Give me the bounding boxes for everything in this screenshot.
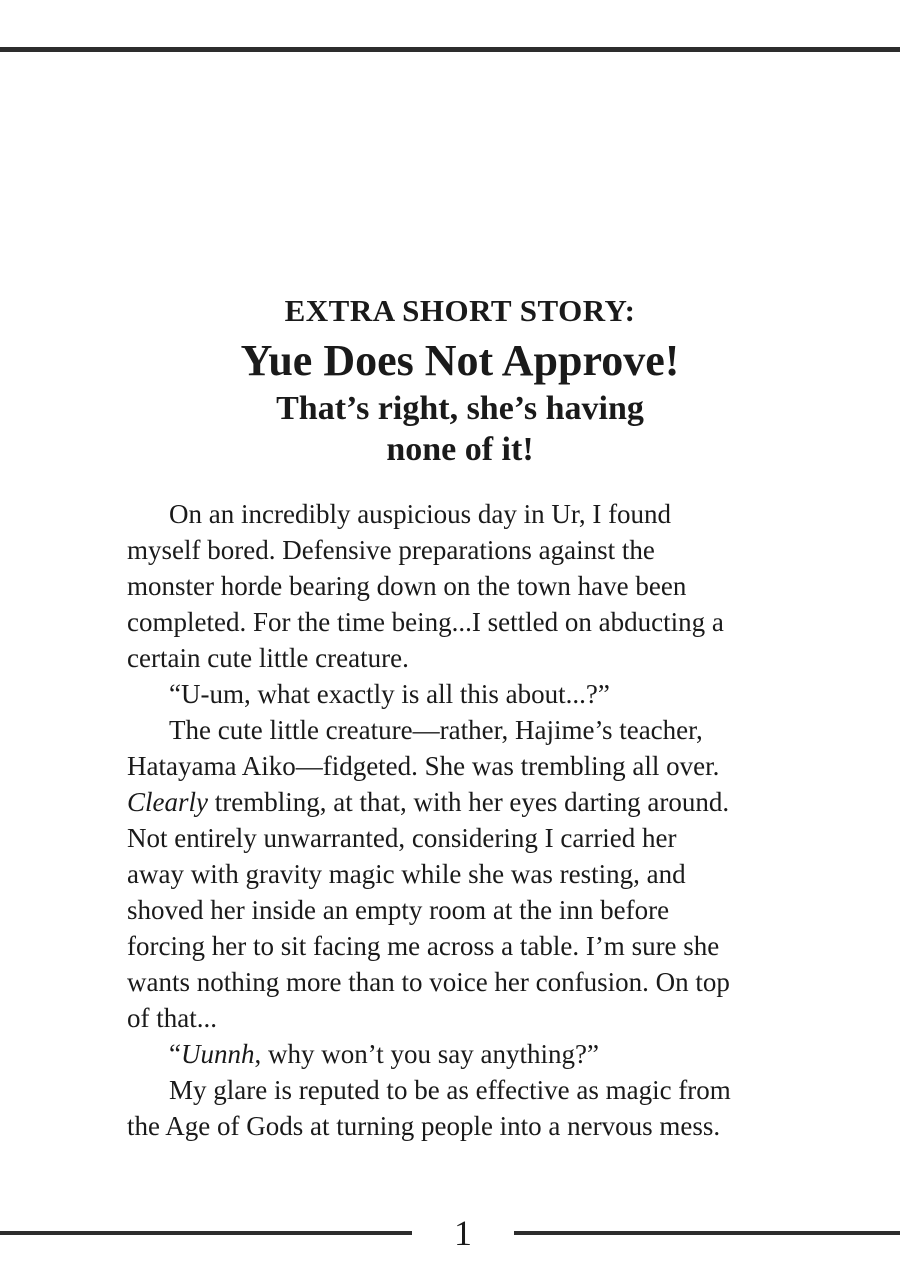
body-line [127, 496, 817, 532]
footer-rule-right [514, 1231, 900, 1235]
body-line [127, 1036, 817, 1072]
body-line [127, 964, 817, 1000]
story-title-block [20, 292, 900, 471]
body-line [127, 784, 817, 820]
story-subtitle-line2: none of it! [386, 431, 534, 469]
body-text-segment: monster horde bearing down on the town have been [127, 571, 687, 601]
body-line [127, 1108, 817, 1144]
body-text-segment: The cute little creature—rather, Hajime’s teacher, [169, 715, 703, 745]
body-text-segment: “ [169, 1039, 181, 1069]
body-line [127, 712, 817, 748]
body-line [127, 856, 817, 892]
top-rule [0, 47, 900, 52]
page-footer [0, 1215, 900, 1251]
story-title: Yue Does Not Approve! [240, 336, 680, 386]
story-body [127, 496, 817, 1144]
footer-rule-left [0, 1231, 412, 1235]
body-text-segment: completed. For the time being...I settled on abducting a [127, 607, 724, 637]
body-line [127, 640, 817, 676]
body-text-segment: shoved her inside an empty room at the inn before [127, 895, 670, 925]
body-text-segment: Not entirely unwarranted, considering I carried her [127, 823, 677, 853]
body-text-italic-segment: Clearly [127, 787, 208, 817]
body-line [127, 892, 817, 928]
body-text-segment: forcing her to sit facing me across a table. I’m sure she [127, 931, 720, 961]
body-text-segment: , why won’t you say anything?” [254, 1039, 599, 1069]
body-text-segment: certain cute little creature. [127, 643, 409, 673]
body-text-italic-segment: Uunnh [180, 1039, 255, 1069]
body-line [127, 928, 817, 964]
page-number: 1 [454, 1213, 472, 1253]
story-kicker: EXTRA SHORT STORY: [284, 293, 636, 328]
body-text-segment: “U-um, what exactly is all this about...?” [169, 679, 610, 709]
body-line [127, 820, 817, 856]
body-line [127, 1072, 817, 1108]
body-text-segment: My glare is reputed to be as effective as magic from [169, 1075, 731, 1105]
body-line [127, 676, 817, 712]
body-text-segment: On an incredibly auspicious day in Ur, I found [169, 499, 672, 529]
story-subtitle [20, 389, 900, 471]
body-line [127, 604, 817, 640]
body-line [127, 568, 817, 604]
body-text-segment: of that... [127, 1003, 217, 1033]
body-text-segment: myself bored. Defensive preparations against the [127, 535, 655, 565]
body-text-segment: Hatayama Aiko—fidgeted. She was trembling all over. [127, 751, 720, 781]
body-text-segment: away with gravity magic while she was resting, and [127, 859, 686, 889]
body-text-segment: wants nothing more than to voice her confusion. On top [127, 967, 730, 997]
body-line [127, 532, 817, 568]
story-subtitle-line1: That’s right, she’s having [276, 390, 644, 428]
body-line [127, 748, 817, 784]
body-text-segment: trembling, at that, with her eyes darting around. [208, 787, 730, 817]
body-line [127, 1000, 817, 1036]
body-text-segment: the Age of Gods at turning people into a nervous mess. [127, 1111, 721, 1141]
